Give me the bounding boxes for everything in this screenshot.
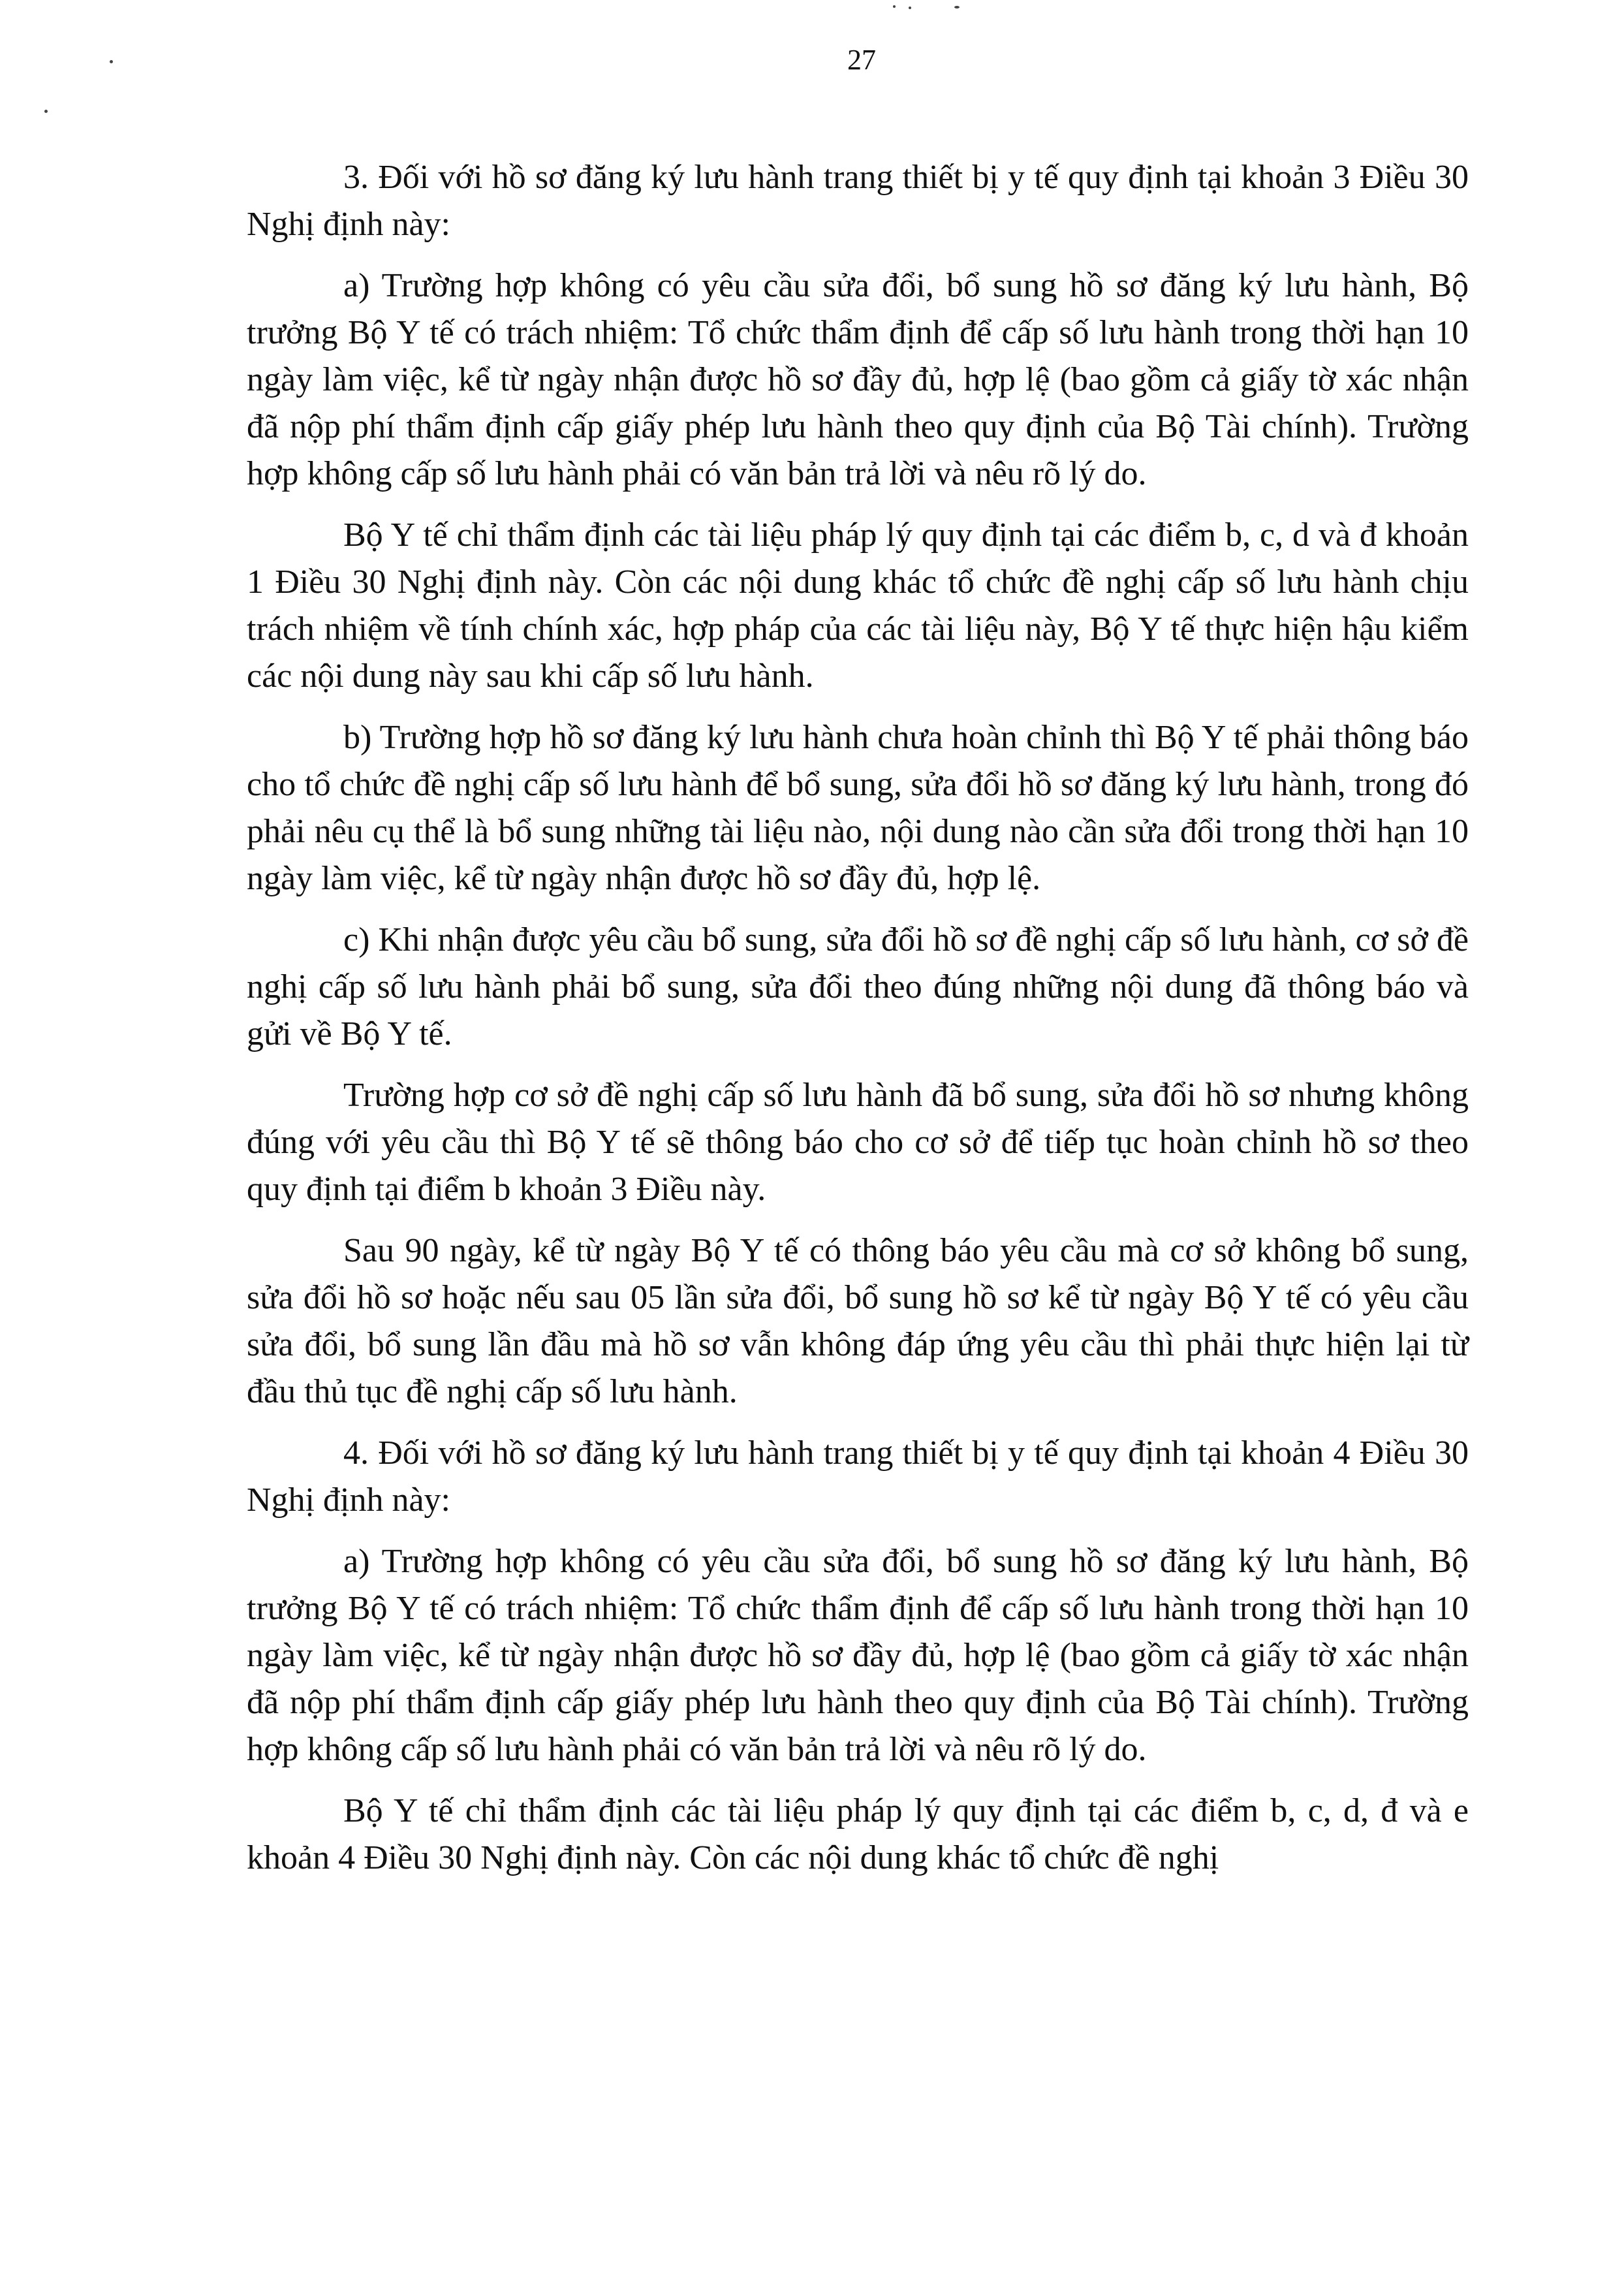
document-body (247, 154, 1469, 1896)
scan-speck (110, 60, 113, 63)
paragraph-section-3-b: b) Trường hợp hồ sơ đăng ký lưu hành chưa hoàn chỉnh thì Bộ Y tế phải thông báo cho tổ chức đề nghị cấp số lưu hành để bổ sung, sửa đổi hồ sơ đăng ký lưu hành, trong đó phải nêu cụ thể là bổ sung những tài liệu nào, nội dung nào cần sửa đổi trong thời hạn 10 ngày làm việc, kể từ ngày nhận được hồ sơ đầy đủ, hợp lệ. (247, 719, 1469, 897)
scan-speck (909, 7, 911, 9)
scan-speck (893, 5, 896, 8)
paragraph-section-3-c-incomplete: Trường hợp cơ sở đề nghị cấp số lưu hành đã bổ sung, sửa đổi hồ sơ nhưng không đúng với yêu cầu thì Bộ Y tế sẽ thông báo cho cơ sở để tiếp tục hoàn chỉnh hồ sơ theo quy định tại điểm b khoản 3 Điều này. (247, 1077, 1469, 1208)
page-number: 27 (847, 44, 876, 76)
paragraph-section-4-a-scope: Bộ Y tế chỉ thẩm định các tài liệu pháp lý quy định tại các điểm b, c, d, đ và e khoản 4 Điều 30 Nghị định này. Còn các nội dung khác tổ chức đề nghị (247, 1792, 1469, 1876)
paragraph-section-3-a: a) Trường hợp không có yêu cầu sửa đổi, bổ sung hồ sơ đăng ký lưu hành, Bộ trưởng Bộ Y tế có trách nhiệm: Tổ chức thẩm định để cấp số lưu hành trong thời hạn 10 ngày làm việc, kể từ ngày nhận được hồ sơ đầy đủ, hợp lệ (bao gồm cả giấy tờ xác nhận đã nộp phí thẩm định cấp giấy phép lưu hành theo quy định của Bộ Tài chính). Trường hợp không cấp số lưu hành phải có văn bản trả lời và nêu rõ lý do. (247, 267, 1469, 492)
paragraph-section-3-intro: 3. Đối với hồ sơ đăng ký lưu hành trang thiết bị y tế quy định tại khoản 3 Điều 30 Nghị định này: (247, 159, 1469, 243)
scan-speck (44, 110, 48, 113)
paragraph-section-3-a-scope: Bộ Y tế chỉ thẩm định các tài liệu pháp lý quy định tại các điểm b, c, d và đ khoản 1 Điều 30 Nghị định này. Còn các nội dung khác tổ chức đề nghị cấp số lưu hành chịu trách nhiệm về tính chính xác, hợp pháp của các tài liệu này, Bộ Y tế thực hiện hậu kiểm các nội dung này sau khi cấp số lưu hành. (247, 516, 1469, 695)
scan-speck (954, 6, 960, 8)
paragraph-section-4-a: a) Trường hợp không có yêu cầu sửa đổi, bổ sung hồ sơ đăng ký lưu hành, Bộ trưởng Bộ Y tế có trách nhiệm: Tổ chức thẩm định để cấp số lưu hành trong thời hạn 10 ngày làm việc, kể từ ngày nhận được hồ sơ đầy đủ, hợp lệ (bao gồm cả giấy tờ xác nhận đã nộp phí thẩm định cấp giấy phép lưu hành theo quy định của Bộ Tài chính). Trường hợp không cấp số lưu hành phải có văn bản trả lời và nêu rõ lý do. (247, 1543, 1469, 1768)
paragraph-section-4-intro: 4. Đối với hồ sơ đăng ký lưu hành trang thiết bị y tế quy định tại khoản 4 Điều 30 Nghị định này: (247, 1434, 1469, 1519)
paragraph-section-3-c: c) Khi nhận được yêu cầu bổ sung, sửa đổi hồ sơ đề nghị cấp số lưu hành, cơ sở đề nghị cấp số lưu hành phải bổ sung, sửa đổi theo đúng những nội dung đã thông báo và gửi về Bộ Y tế. (247, 921, 1469, 1052)
paragraph-section-3-c-deadline: Sau 90 ngày, kể từ ngày Bộ Y tế có thông báo yêu cầu mà cơ sở không bổ sung, sửa đổi hồ sơ hoặc nếu sau 05 lần sửa đổi, bổ sung hồ sơ kể từ ngày Bộ Y tế có yêu cầu sửa đổi, bổ sung lần đầu mà hồ sơ vẫn không đáp ứng yêu cầu thì phải thực hiện lại từ đầu thủ tục đề nghị cấp số lưu hành. (247, 1232, 1469, 1410)
